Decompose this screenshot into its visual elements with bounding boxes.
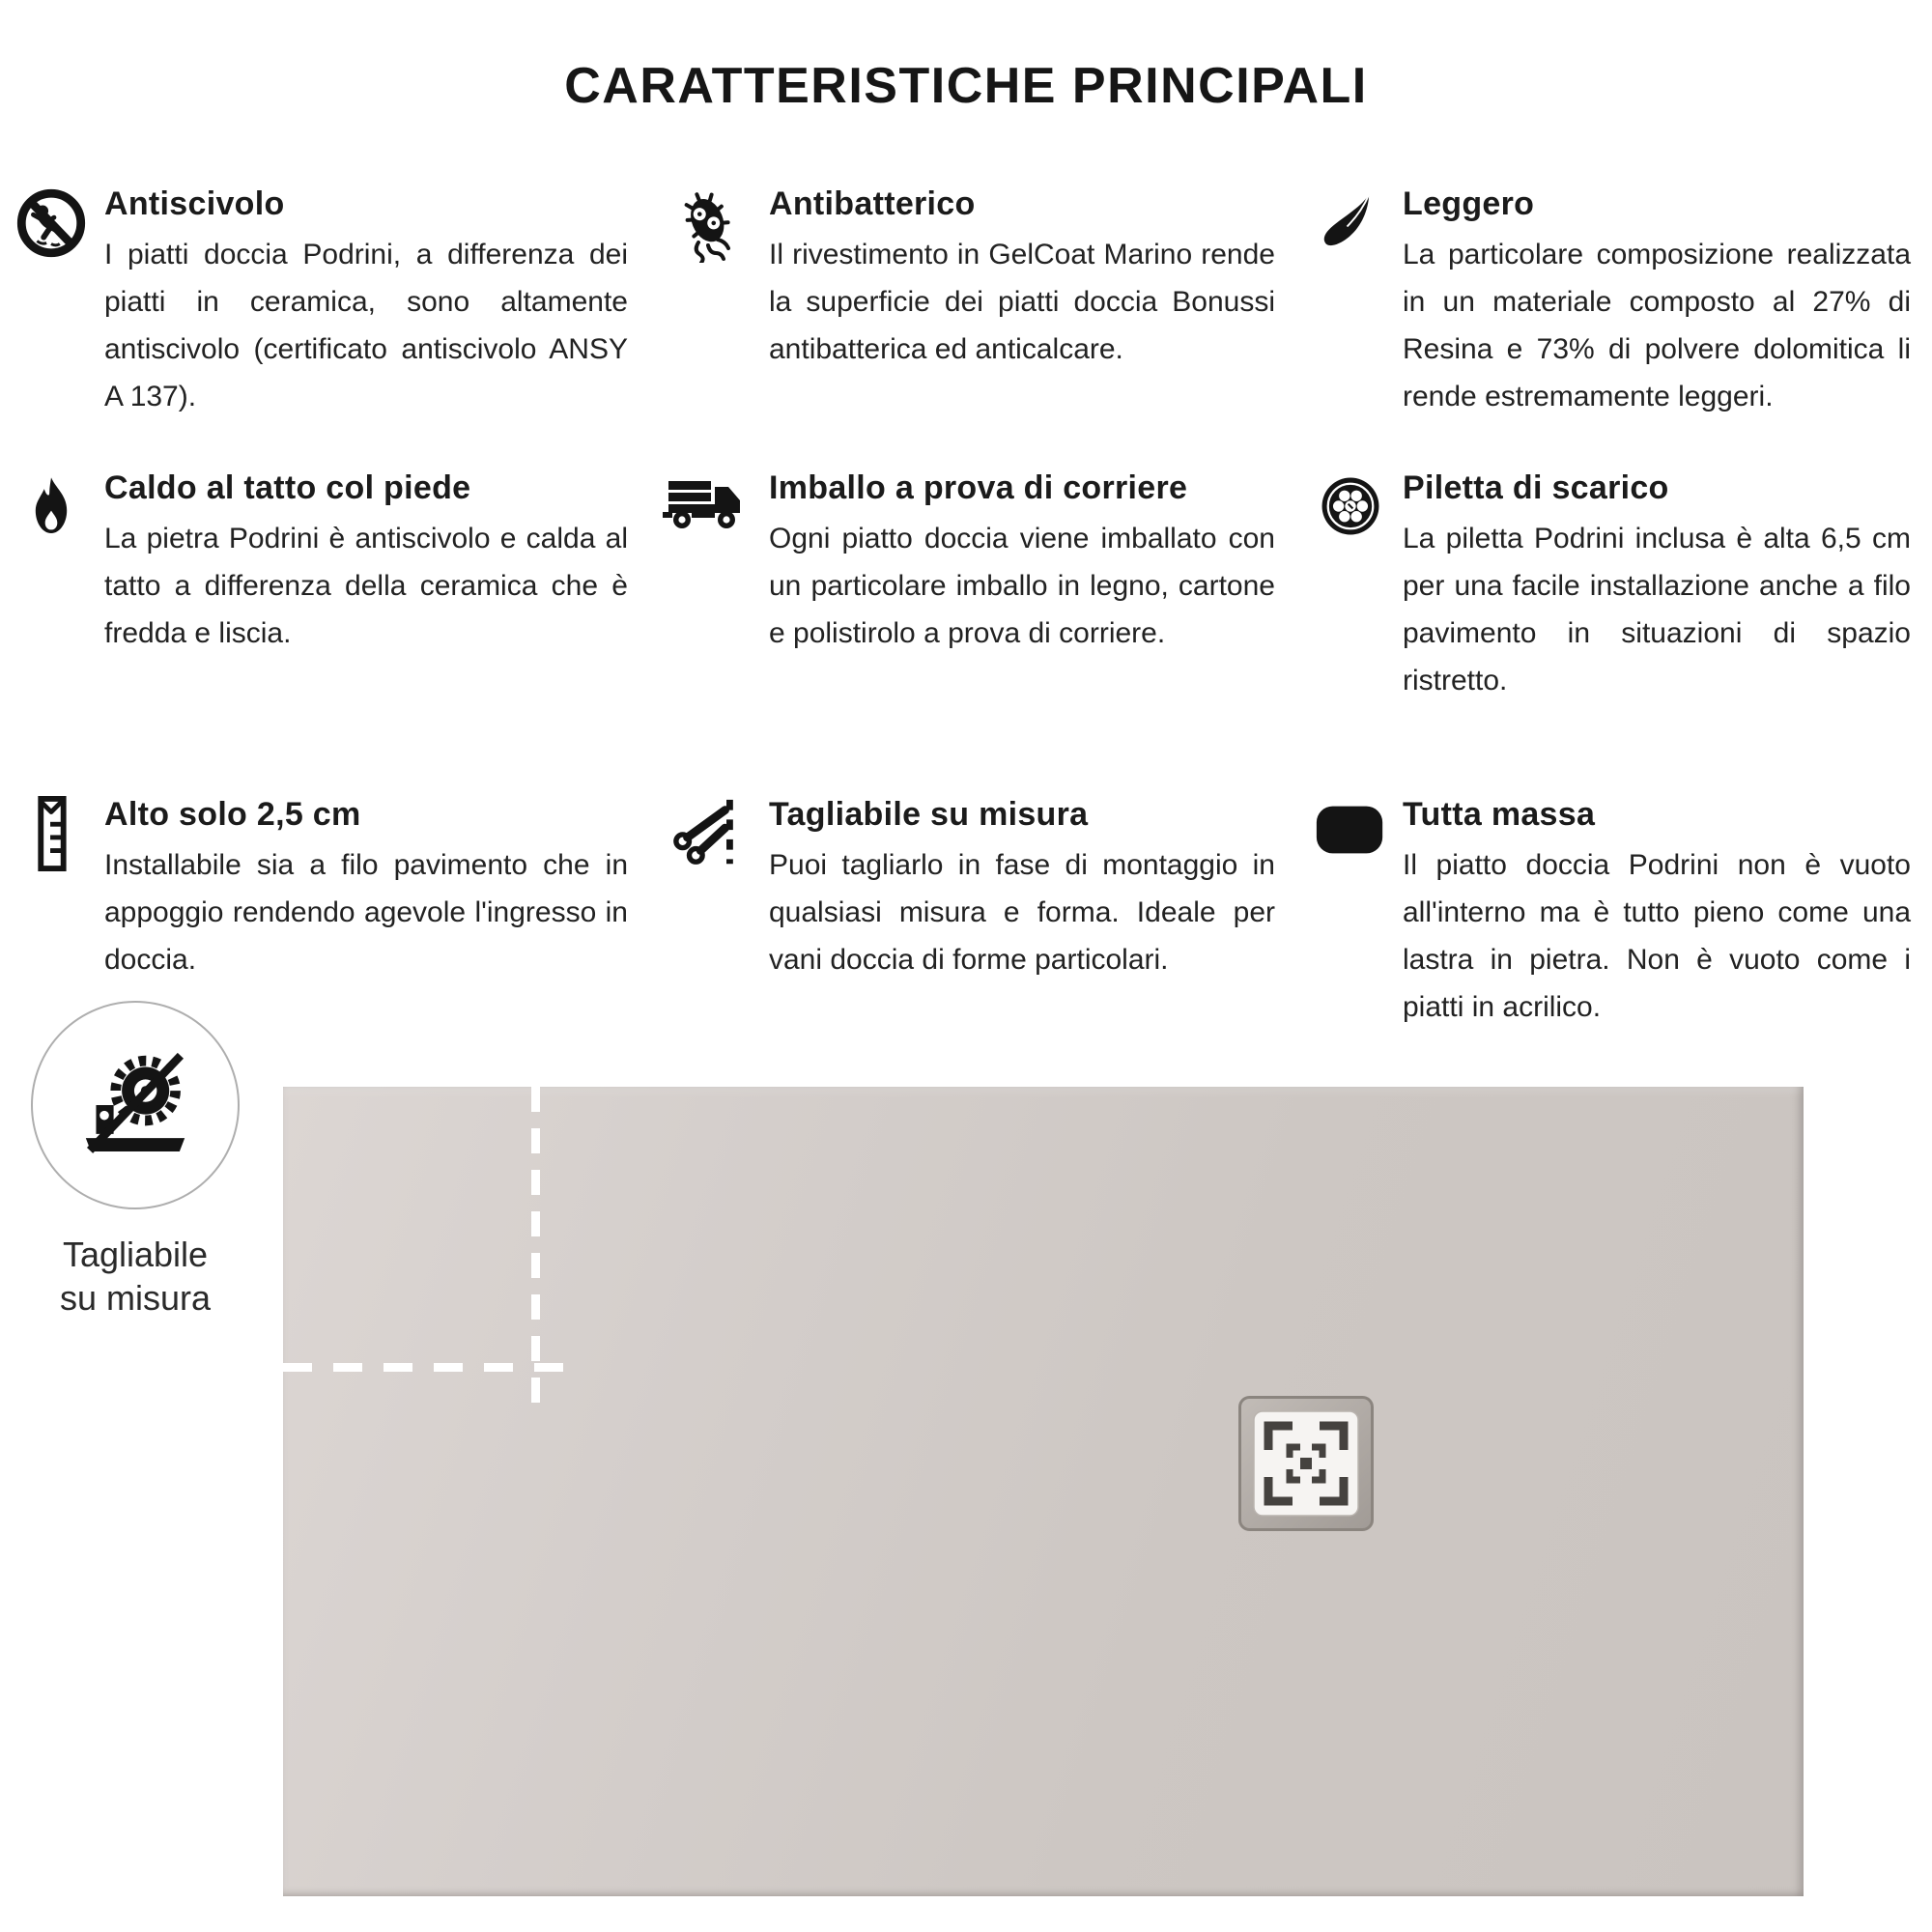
flame-icon	[8, 469, 95, 545]
feature-card-alto-25cm	[8, 796, 628, 983]
feature-title: Antibatterico	[769, 185, 976, 222]
feature-card-leggero	[1308, 185, 1911, 420]
feature-title: Tutta massa	[1403, 796, 1596, 833]
delivery-truck-icon	[657, 469, 759, 541]
feature-body: Ogni piatto doccia viene imballato con un particolare imballo in legno, cartone e polistirolo a prova di corriere.	[769, 523, 1275, 649]
feature-body: Puoi tagliarlo in fase di montaggio in qualsiasi misura e forma. Ideale per vani doccia di forme particolari.	[769, 849, 1275, 976]
circular-saw-icon	[73, 1043, 197, 1167]
square-drain-grate	[1238, 1396, 1374, 1531]
bacteria-icon	[657, 185, 759, 263]
feature-title: Caldo al tatto col piede	[104, 469, 471, 506]
feature-card-tagliabile	[657, 796, 1275, 983]
feature-title: Alto solo 2,5 cm	[104, 796, 361, 833]
page-title: CARATTERISTICHE PRINCIPALI	[564, 57, 1368, 114]
scissors-icon	[657, 796, 759, 871]
feature-title: Antiscivolo	[104, 185, 285, 222]
drain-icon	[1308, 469, 1393, 543]
cuttable-badge-caption-line2: su misura	[59, 1278, 212, 1318]
feature-body: I piatti doccia Podrini, a differenza dei piatti in ceramica, sono altamente antiscivolo (certificato antiscivolo ANSY A 137).	[104, 239, 628, 412]
feature-title: Piletta di scarico	[1403, 469, 1669, 506]
cut-mark-horizontal	[283, 1363, 582, 1372]
feature-body: Il piatto doccia Podrini non è vuoto all'interno ma è tutto pieno come una lastra in pietra. Non è vuoto come i piatti in acrilico.	[1403, 849, 1911, 1023]
feature-body: La particolare composizione realizzata in un materiale composto al 27% di Resina e 73% di polvere dolomitica li rende estremamente leggeri.	[1403, 239, 1911, 412]
feature-card-piletta	[1308, 469, 1911, 704]
solid-block-icon	[1308, 796, 1393, 866]
shower-tray-photo	[283, 1087, 1804, 1896]
ruler-icon	[8, 796, 95, 871]
feature-title: Tagliabile su misura	[769, 796, 1089, 833]
feather-icon	[1308, 185, 1393, 261]
feature-title: Imballo a prova di corriere	[769, 469, 1188, 506]
feature-card-caldo-al-tatto	[8, 469, 628, 657]
cut-mark-vertical	[531, 1087, 540, 1408]
cuttable-badge-caption	[12, 1233, 259, 1320]
no-slip-icon	[8, 185, 95, 261]
feature-body: Installabile sia a filo pavimento che in appoggio rendendo agevole l'ingresso in doccia.	[104, 849, 628, 976]
cuttable-badge-caption-line1: Tagliabile	[62, 1235, 209, 1274]
feature-card-antiscivolo	[8, 185, 628, 420]
feature-body: La pietra Podrini è antiscivolo e calda al tatto a differenza della ceramica che è fredda e liscia.	[104, 523, 628, 649]
feature-title: Leggero	[1403, 185, 1535, 222]
feature-body: Il rivestimento in GelCoat Marino rende la superficie dei piatti doccia Bonussi antibatterica ed anticalcare.	[769, 239, 1275, 365]
feature-body: La piletta Podrini inclusa è alta 6,5 cm per una facile installazione anche a filo pavimento in situazioni di spazio ristretto.	[1403, 523, 1911, 696]
cuttable-badge	[31, 1001, 240, 1209]
feature-card-imballo	[657, 469, 1275, 657]
feature-card-tutta-massa	[1308, 796, 1911, 1031]
feature-card-antibatterico	[657, 185, 1275, 373]
